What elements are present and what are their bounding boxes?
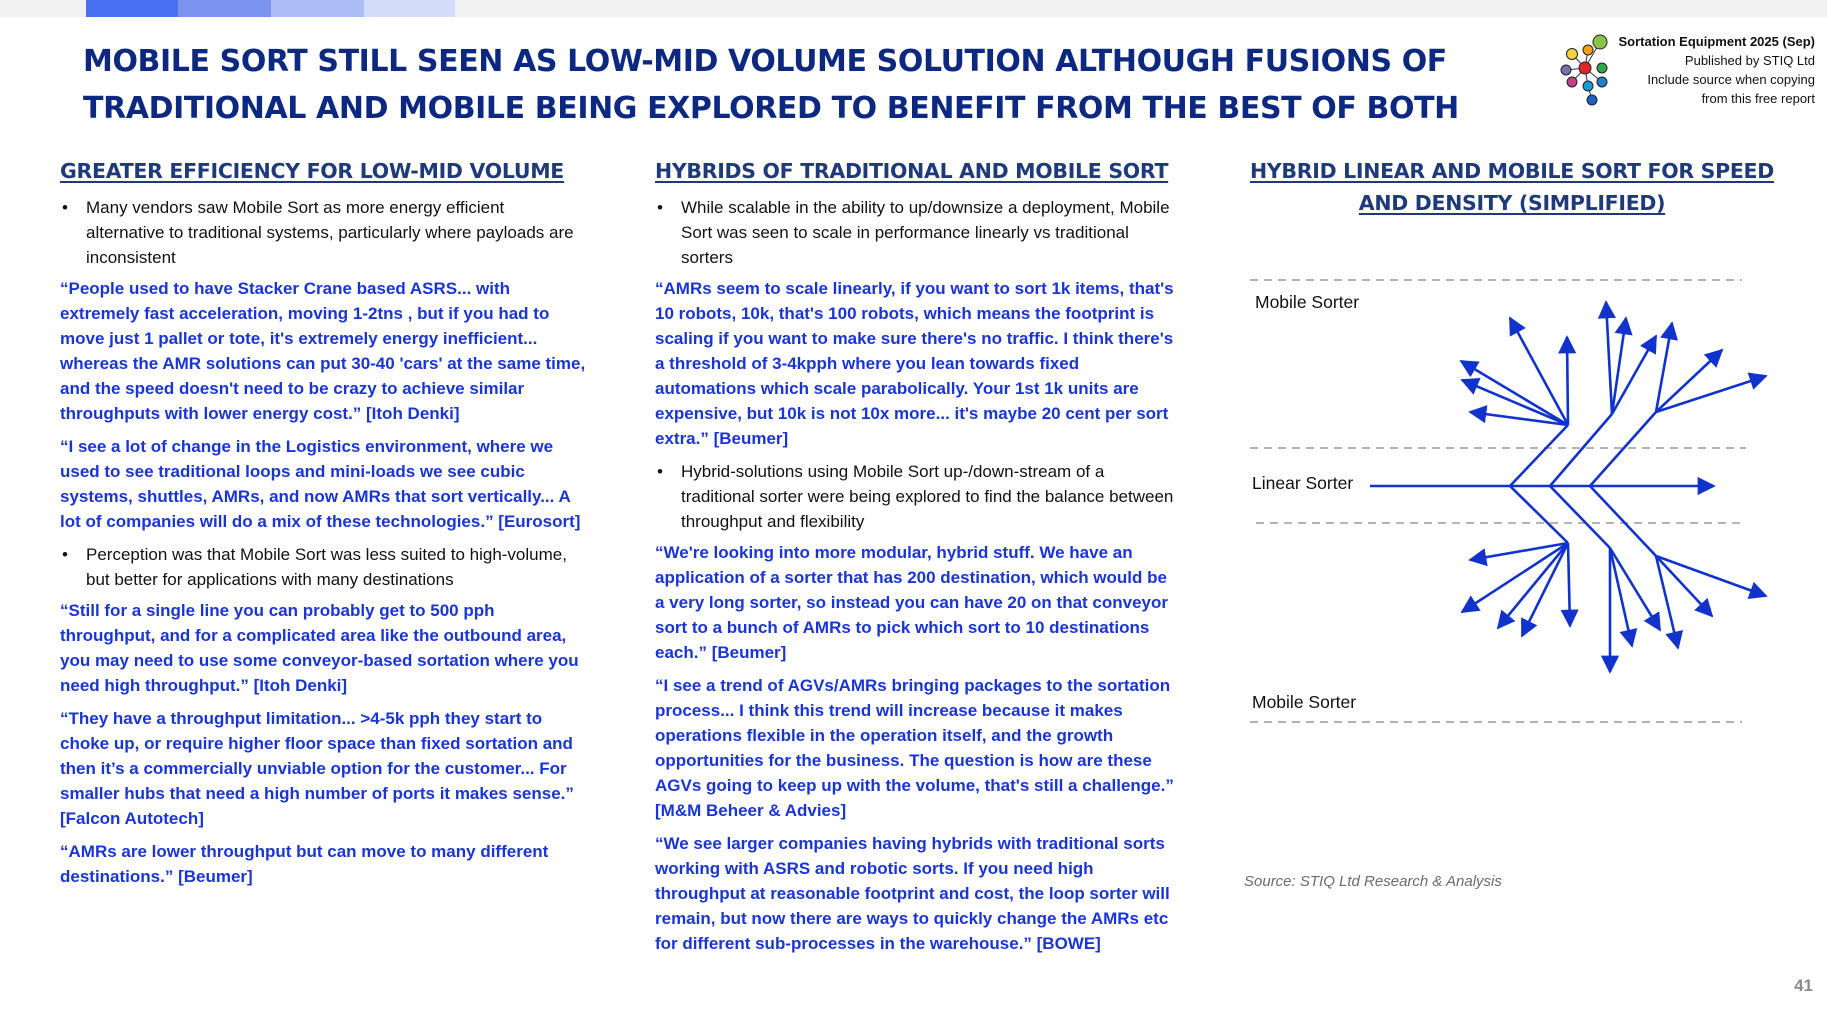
brand-line-2: Published by STIQ Ltd (1684, 53, 1815, 68)
diagram-heading-line-1: HYBRID LINEAR AND MOBILE SORT FOR SPEED (1250, 159, 1774, 183)
column-2-quote-4: “We see larger companies having hybrids with traditional sorts working with ASRS and robotic sorts. If you need high throughput at reasonable footprint and cost, the loop sorter will remain, but now there are ways to quickly change the AMRs etc for different sub-processes in the warehouse.” [BOWE] (655, 834, 1170, 953)
column-2-heading: HYBRIDS OF TRADITIONAL AND MOBILE SORT (655, 159, 1169, 183)
column-2-bullet-1: • While scalable in the ability to up/downsize a deployment, Mobile Sort was seen to scale in performance linearly vs traditional sorters (655, 195, 1177, 270)
brand-line-4: from this free report (1701, 91, 1815, 106)
page-number: 41 (1794, 976, 1813, 995)
column-2-quote-3: “I see a trend of AGVs/AMRs bringing packages to the sortation process... I think this trend will increase because it makes operations flexible in the operation itself, and the growth opportunities for the business. The question is how are these AGVs going to keep up with the volume, that's still a challenge.” [M&M Beheer & Advies] (655, 676, 1174, 820)
zone-dividers (1250, 280, 1746, 722)
sort-arrows (1370, 302, 1766, 672)
column-1-bullet-1: • Many vendors saw Mobile Sort as more energy efficient alternative to traditional systems, particularly where payloads are inconsistent (60, 195, 587, 270)
title-line-2: TRADITIONAL AND MOBILE BEING EXPLORED TO BENEFIT FROM THE BEST OF BOTH (83, 91, 1459, 126)
column-1-quote-2: “I see a lot of change in the Logistics environment, where we used to see traditional loops and mini-loads we see cubic systems, shuttles, AMRs, and now AMRs that sort vertically... A lot of companies will do a mix of these technologies.” [Eurosort] (60, 437, 581, 531)
column-1-quote-4: “They have a throughput limitation... >4-5k pph they start to choke up, or require higher floor space than fixed sortation and then it’s a commercially unviable option for the customer... For smaller hubs that need a high number of ports it makes sense.” [Falcon Autotech] (60, 709, 574, 828)
label-mobile-sorter-top: Mobile Sorter (1255, 292, 1360, 312)
column-2-quote-1: “AMRs seem to scale linearly, if you want to sort 1k items, that's 10 robots, 10k, that's 100 robots, which means the footprint is scaling if you want to make sure there's no traffic. I think there's a threshold of 3-4kpph where you lean towards fixed automations which scale parabolically. Your 1st 1k units are expensive, but 10k is not 10x more... it's maybe 20 cent per sort extra.” [Beumer] (655, 279, 1174, 448)
column-1-bullet-2: • Perception was that Mobile Sort was less suited to high-volume, but better for applications with many destinations (60, 542, 587, 592)
arrow-bottom-b3 (1610, 548, 1660, 630)
column-2-bullet-2: • Hybrid-solutions using Mobile Sort up-/down-stream of a traditional sorter were being explored to find the balance between throughput and flexibility (655, 459, 1177, 534)
arrow-top-b1 (1606, 302, 1612, 414)
label-linear-sorter: Linear Sorter (1252, 473, 1354, 493)
linear-branch-down-2 (1550, 486, 1610, 548)
arrow-top-a5 (1567, 337, 1568, 425)
title-line-1: MOBILE SORT STILL SEEN AS LOW-MID VOLUME SOLUTION ALTHOUGH FUSIONS OF (83, 44, 1447, 79)
column-2-quote-2: “We're looking into more modular, hybrid stuff. We have an application of a sorter that has 200 destination, which would be a very long sorter, so instead you can have 20 on that conveyor sort to a bunch of AMRs to pick which sort to 10 destinations each.” [Beumer] (655, 543, 1169, 662)
column-1-quote-3: “Still for a single line you can probably get to 500 pph throughput, and for a complicated area like the outbound area, you may need to use some conveyor-based sortation where you need high throughput.” [Itoh Denki] (60, 601, 579, 695)
arrow-bottom-b2 (1610, 548, 1632, 646)
arrow-bottom-a5 (1568, 543, 1570, 626)
source-note: Source: STIQ Ltd Research & Analysis (1244, 873, 1502, 890)
brand-line-1: Sortation Equipment 2025 (Sep) (1618, 34, 1815, 49)
brand-line-3: Include source when copying (1647, 72, 1815, 87)
linear-branch-down-3 (1590, 486, 1656, 556)
label-mobile-sorter-bottom: Mobile Sorter (1252, 692, 1357, 712)
diagram-heading-line-2: AND DENSITY (SIMPLIFIED) (1358, 191, 1666, 215)
column-1-quote-1: “People used to have Stacker Crane based ASRS... with extremely fast acceleration, moving 1-2tns , but if you had to move just 1 pallet or tote, it's extremely energy inefficient... whereas the AMR solutions can put 30-40 'cars' at the same time, and the speed doesn't need to be crazy to achieve similar throughputs with lower energy cost.” [Itoh Denki] (60, 279, 586, 423)
arrow-bottom-c3 (1656, 556, 1766, 596)
column-1-heading: GREATER EFFICIENCY FOR LOW-MID VOLUME (60, 159, 565, 183)
linear-branch-up-3 (1590, 412, 1656, 486)
arrow-top-c2 (1656, 376, 1766, 412)
arrow-bottom-c1 (1656, 556, 1678, 648)
column-1-quote-5: “AMRs are lower throughput but can move to many different destinations.” [Beumer] (60, 842, 549, 886)
